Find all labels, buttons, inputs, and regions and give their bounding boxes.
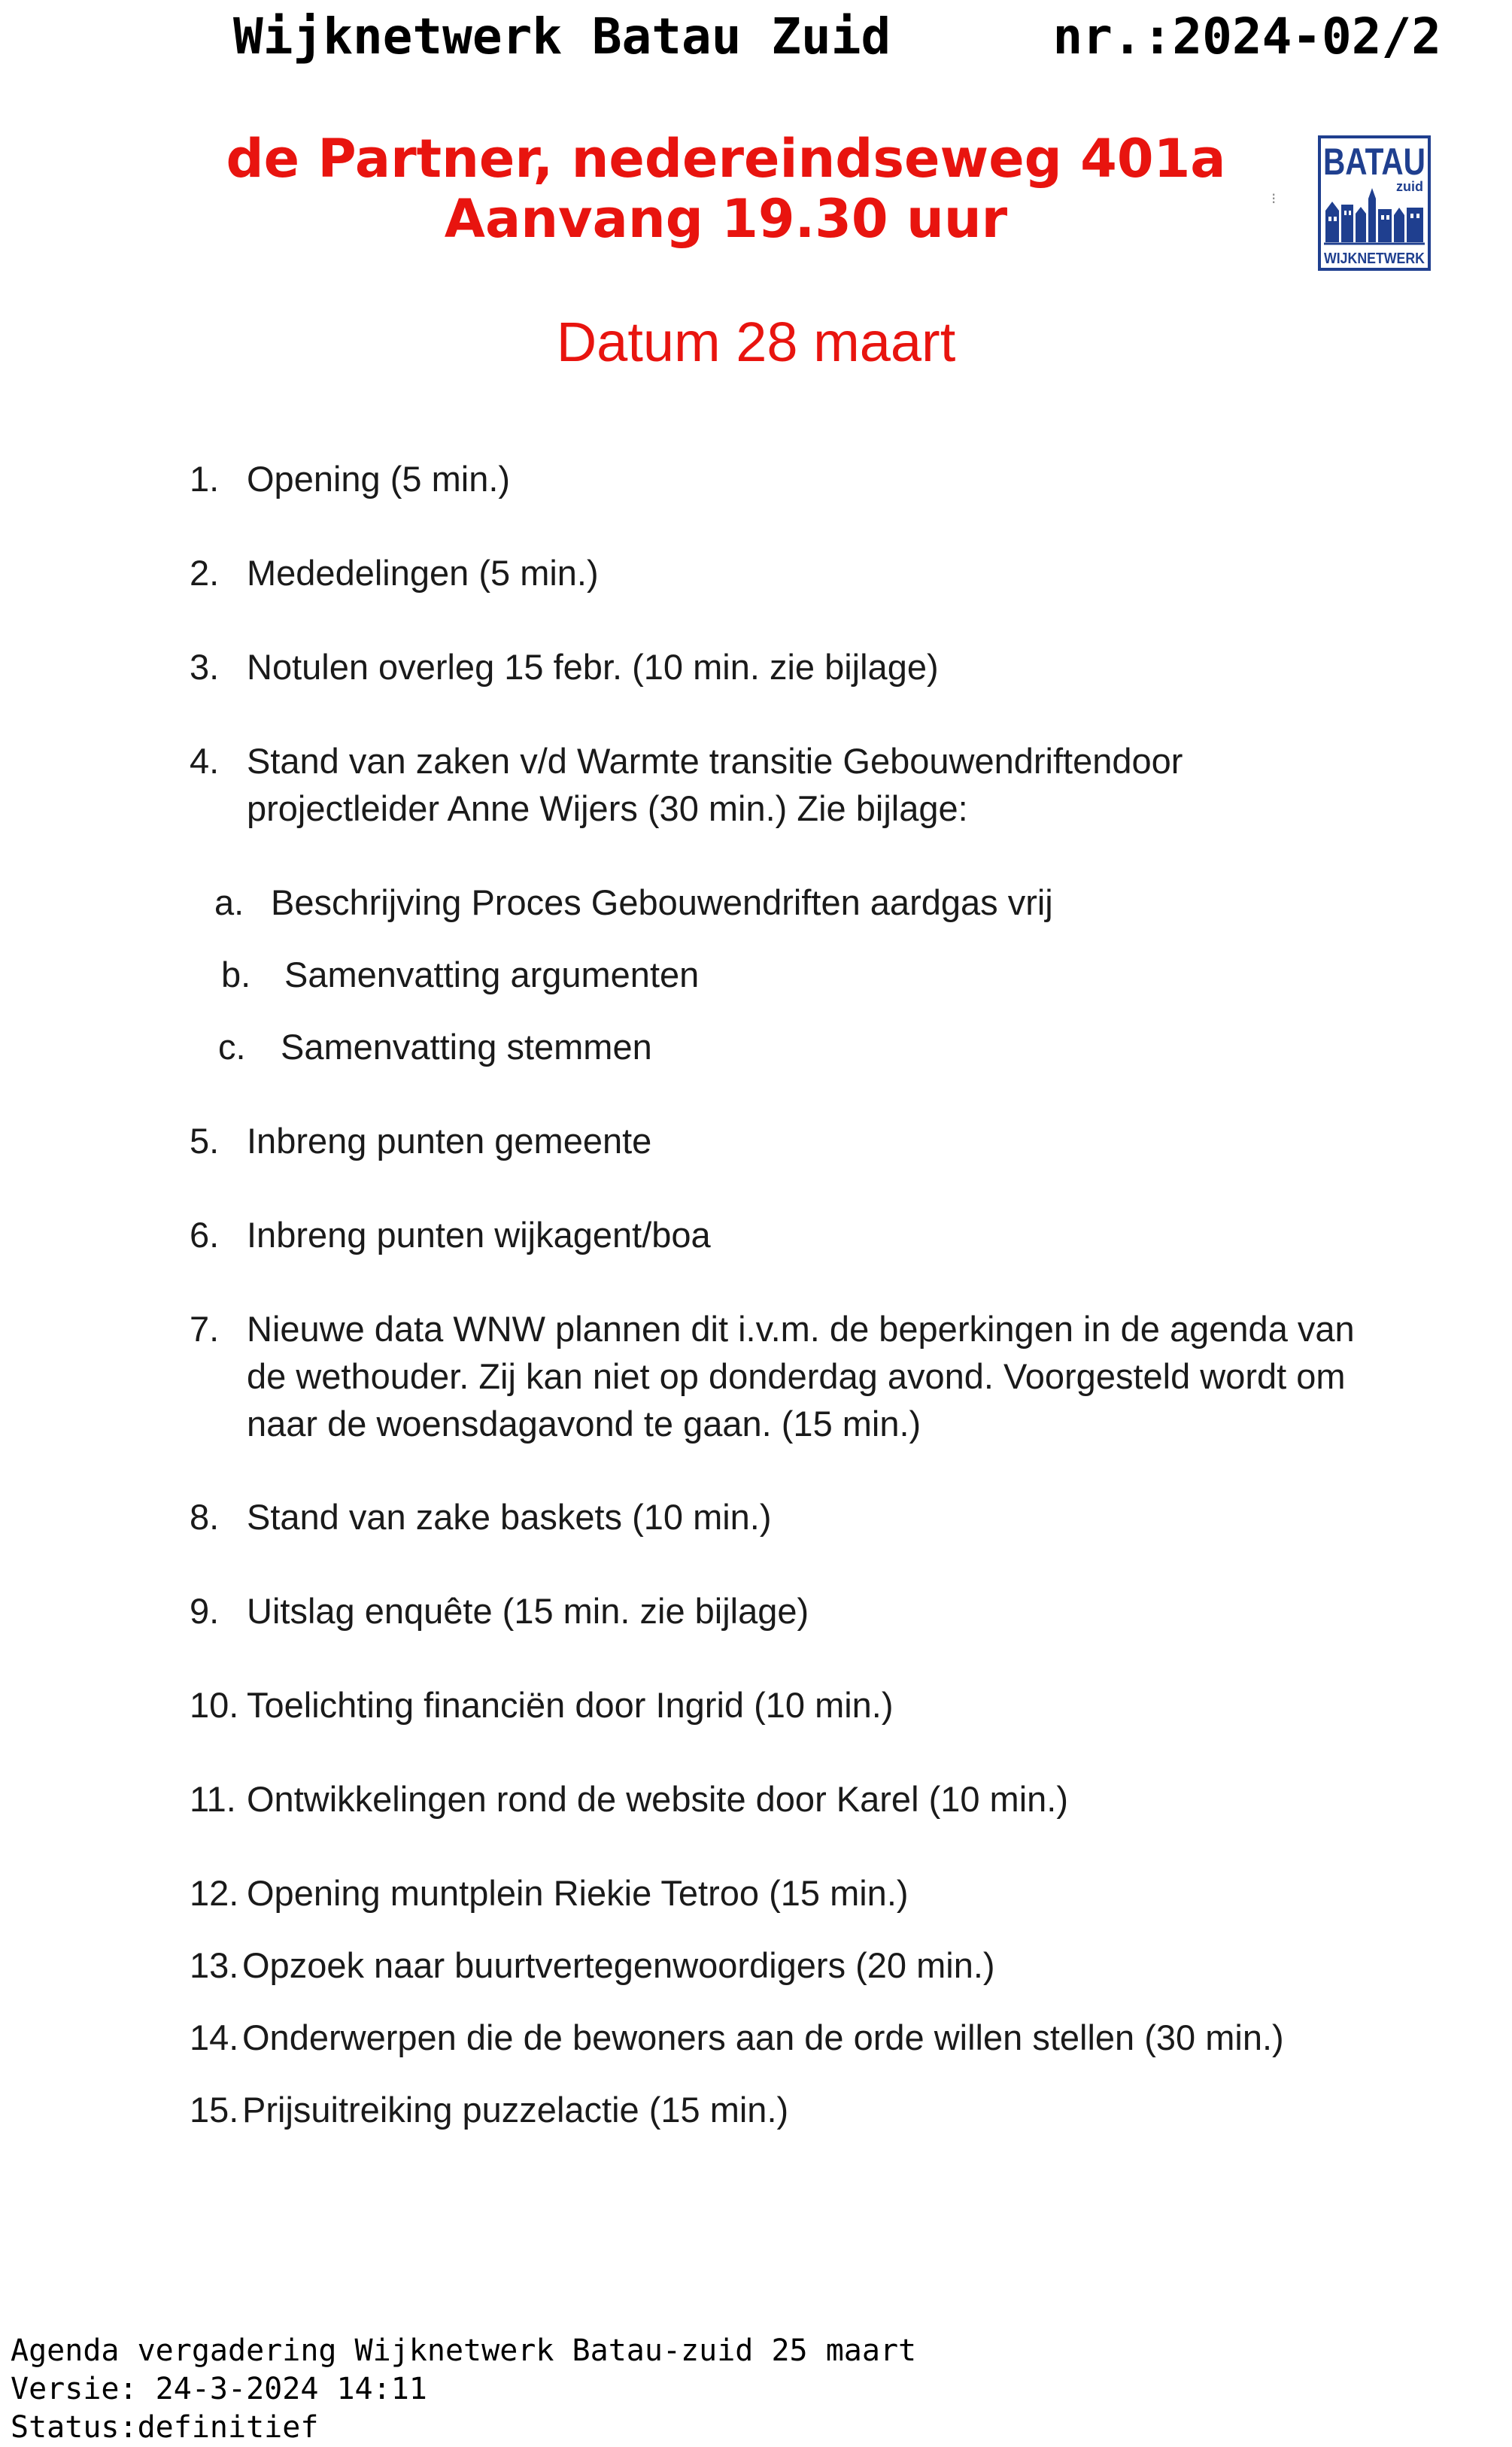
agenda-item-text: Nieuwe data WNW plannen dit i.v.m. de beperkingen in de agenda van bbox=[247, 1309, 1355, 1349]
agenda-item-text: Notulen overleg 15 febr. (10 min. zie bijlage) bbox=[247, 647, 939, 687]
document-footer bbox=[11, 2332, 916, 2447]
agenda-item-number: 8. bbox=[190, 1497, 220, 1537]
agenda-item-text: Samenvatting stemmen bbox=[281, 1027, 652, 1067]
agenda-item-text: Mededelingen (5 min.) bbox=[247, 553, 599, 593]
logo-word: BATAU bbox=[1323, 141, 1425, 183]
footer-version: Versie: 24-3-2024 14:11 bbox=[11, 2372, 427, 2406]
agenda-item-text: Stand van zaken v/d Warmte transitie Gebouwendriftendoor bbox=[247, 741, 1183, 781]
agenda-item-number: 4. bbox=[190, 741, 220, 781]
agenda-item-number: 11. bbox=[190, 1779, 236, 1819]
meeting-location: de Partner, nedereindseweg 401a bbox=[226, 128, 1226, 190]
agenda-item-text: Opzoek naar buurtvertegenwoordigers (20 min.) bbox=[242, 1945, 995, 1985]
document-number: nr.:2024-02/2 bbox=[1052, 8, 1441, 65]
agenda-item-text: Prijsuitreiking puzzelactie (15 min.) bbox=[242, 2090, 789, 2130]
agenda-item-text: Opening muntplein Riekie Tetroo (15 min.) bbox=[247, 1873, 909, 1913]
agenda-item-number: b. bbox=[221, 955, 251, 994]
agenda-item-number: 3. bbox=[190, 647, 220, 687]
agenda-item-number: a. bbox=[214, 882, 244, 922]
agenda-item-text: Beschrijving Proces Gebouwendriften aardgas vrij bbox=[271, 882, 1053, 922]
footer-description: Agenda vergadering Wijknetwerk Batau-zuid 25 maart bbox=[11, 2333, 917, 2368]
agenda-item-text: Inbreng punten gemeente bbox=[247, 1121, 652, 1161]
agenda-item-number: 9. bbox=[190, 1591, 220, 1631]
agenda-item-number: 13. bbox=[190, 1945, 239, 1985]
agenda-item-number: 15. bbox=[190, 2090, 239, 2130]
meeting-start-time: Aanvang 19.30 uur bbox=[444, 188, 1008, 250]
agenda-item-number: 14. bbox=[190, 2017, 239, 2057]
anchor-icon: ⁝ bbox=[1271, 190, 1277, 208]
agenda-item-text: Ontwikkelingen rond de website door Karel (10 min.) bbox=[247, 1779, 1068, 1819]
agenda-item-text: Toelichting financiën door Ingrid (10 min.) bbox=[247, 1685, 894, 1725]
batau-zuid-logo bbox=[1318, 135, 1431, 271]
meeting-date: Datum 28 maart bbox=[556, 311, 956, 373]
logo-banner: WIJKNETWERK bbox=[1324, 250, 1425, 267]
footer-status: Status:definitief bbox=[11, 2410, 319, 2445]
agenda-item-number: 12. bbox=[190, 1873, 239, 1913]
agenda-item-text: Samenvatting argumenten bbox=[284, 955, 700, 994]
logo-sub: zuid bbox=[1396, 179, 1423, 194]
agenda-item-text: Stand van zake baskets (10 min.) bbox=[247, 1497, 772, 1537]
agenda-item-number: 6. bbox=[190, 1215, 220, 1255]
agenda-item-text: Inbreng punten wijkagent/boa bbox=[247, 1215, 711, 1255]
agenda-item-number: 5. bbox=[190, 1121, 220, 1161]
agenda-item-text: Uitslag enquête (15 min. zie bijlage) bbox=[247, 1591, 809, 1631]
agenda-item-text: Opening (5 min.) bbox=[247, 459, 511, 499]
agenda-item-text: Onderwerpen die de bewoners aan de orde willen stellen (30 min.) bbox=[242, 2017, 1284, 2057]
agenda-item-number: 2. bbox=[190, 553, 220, 593]
agenda-item-text: de wethouder. Zij kan niet op donderdag avond. Voorgesteld wordt om bbox=[247, 1356, 1346, 1396]
agenda-item-number: 1. bbox=[190, 459, 220, 499]
agenda-item-number: 7. bbox=[190, 1309, 220, 1349]
agenda-item-text: projectleider Anne Wijers (30 min.) Zie bijlage: bbox=[247, 788, 968, 828]
agenda-item-number: 10. bbox=[190, 1685, 239, 1725]
agenda-item-text: naar de woensdagavond te gaan. (15 min.) bbox=[247, 1404, 921, 1444]
agenda-item-number: c. bbox=[218, 1027, 246, 1067]
document-title: Wijknetwerk Batau Zuid bbox=[233, 8, 891, 65]
